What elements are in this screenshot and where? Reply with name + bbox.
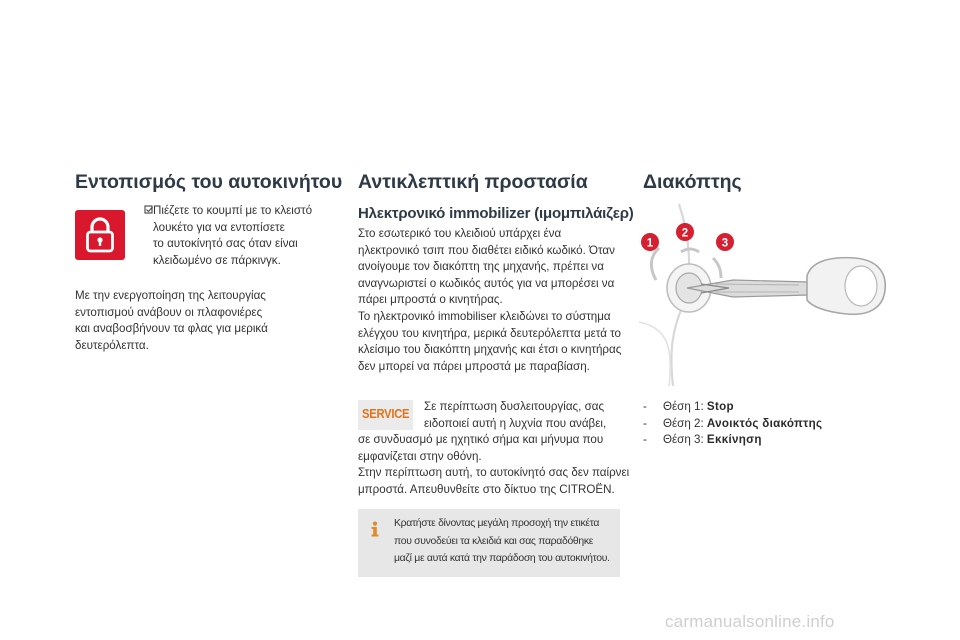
body-line: δεν μπορεί να πάρει μπροστά με παραβίαση. xyxy=(358,359,590,373)
info-line: δευτερόλεπτα. xyxy=(75,338,149,352)
immobilizer-body xyxy=(358,226,621,375)
body-line: Στο εσωτερικό του κλειδιού υπάρχει ένα xyxy=(358,227,562,240)
service-warning-lamp-icon xyxy=(358,400,413,430)
position-row: - Θέση 3: Εκκίνηση xyxy=(643,433,762,447)
marker-3: 3 xyxy=(721,237,729,250)
padlock-closed-icon xyxy=(75,210,125,260)
info-line: Με την ενεργοποίηση της λειτουργίας xyxy=(75,289,266,302)
marker-2: 2 xyxy=(681,227,689,240)
note-line: μαζί με αυτά κατά την παράδοση του αυτοκινήτου. xyxy=(394,553,610,565)
body-line: ελέγχου του κινητήρα, μερικά δευτερόλεπτα μετά το xyxy=(358,326,622,340)
immobilizer-subheading: Ηλεκτρονικό immobilizer (ιμομπιλάιζερ) xyxy=(358,205,634,222)
fault-line: Σε περίπτωση δυσλειτουργίας, σας xyxy=(424,400,605,413)
marker-1: 1 xyxy=(646,237,654,250)
body-line: αναγνωριστεί ο κωδικός αυτός για να μπορέσει να xyxy=(358,276,615,290)
ignition-key-illustration xyxy=(629,200,890,390)
note-line: που συνοδεύει τα κλειδιά και σας παραδόθηκε xyxy=(394,535,594,547)
fault-line: μπροστά. Απευθυνθείτε στο δίκτυο της CITROËN. xyxy=(358,482,615,496)
fault-line: εμφανίζεται στην οθόνη. xyxy=(358,449,482,463)
info-icon xyxy=(368,521,382,537)
ignition-positions xyxy=(643,399,822,449)
fault-line: ειδοποιεί αυτή η λυχνία που ανάβει, xyxy=(424,416,607,430)
body-line: ανοίγουμε τον διακόπτη της μηχανής, πρέπει να xyxy=(358,260,604,274)
body-line: ηλεκτρονικό τσιπ που διαθέτει ειδικό κωδικό. Όταν xyxy=(358,243,615,257)
fault-line: Στην περίπτωση αυτή, το αυτοκίνητό σας δεν παίρνει xyxy=(358,466,630,480)
body-line: κλείσιμο του διακόπτη μηχανής και έτσι ο κινητήρας xyxy=(358,343,622,357)
instruction-line: Πιέζετε το κουμπί με το κλειστό xyxy=(153,204,313,217)
instruction-line: το αυτοκίνητό σας όταν είναι xyxy=(153,237,298,251)
instruction-line: λουκέτο για να εντοπίσετε xyxy=(153,220,285,234)
info-line: και αναβοσβήνουν τα φλας για μερικά xyxy=(75,322,268,336)
info-line: εντοπισμού ανάβουν οι πλαφονιέρες xyxy=(75,305,263,319)
position-row: - Θέση 1: Stop xyxy=(643,400,734,413)
service-label: SERVICE xyxy=(362,407,410,421)
ignition-heading: Διακόπτης xyxy=(643,171,742,193)
instruction-line: κλειδωμένο σε πάρκινγκ. xyxy=(153,253,281,267)
note-text xyxy=(394,515,610,568)
key-label-note xyxy=(358,509,620,577)
locating-instruction xyxy=(153,203,312,269)
fault-line: σε συνδυασμό με ηχητικό σήμα και μήνυμα που xyxy=(358,433,604,446)
body-line: πάρει μπροστά ο κινητήρας. xyxy=(358,293,503,307)
fault-indented xyxy=(424,399,606,432)
body-line: Το ηλεκτρονικό immobiliser κλειδώνει το σύστημα xyxy=(358,309,611,323)
note-line: Κρατήστε δίνοντας μεγάλη προσοχή την ετικέτα xyxy=(394,518,600,529)
antitheft-heading: Αντικλεπτική προστασία xyxy=(358,171,588,193)
watermark: carmanualsonline.info xyxy=(665,612,835,631)
position-row: - Θέση 2: Ανοικτός διακόπτης xyxy=(643,416,823,430)
fault-body xyxy=(358,432,629,498)
locating-info xyxy=(75,288,268,354)
locating-heading: Εντοπισμός του αυτοκινήτου xyxy=(75,171,343,193)
